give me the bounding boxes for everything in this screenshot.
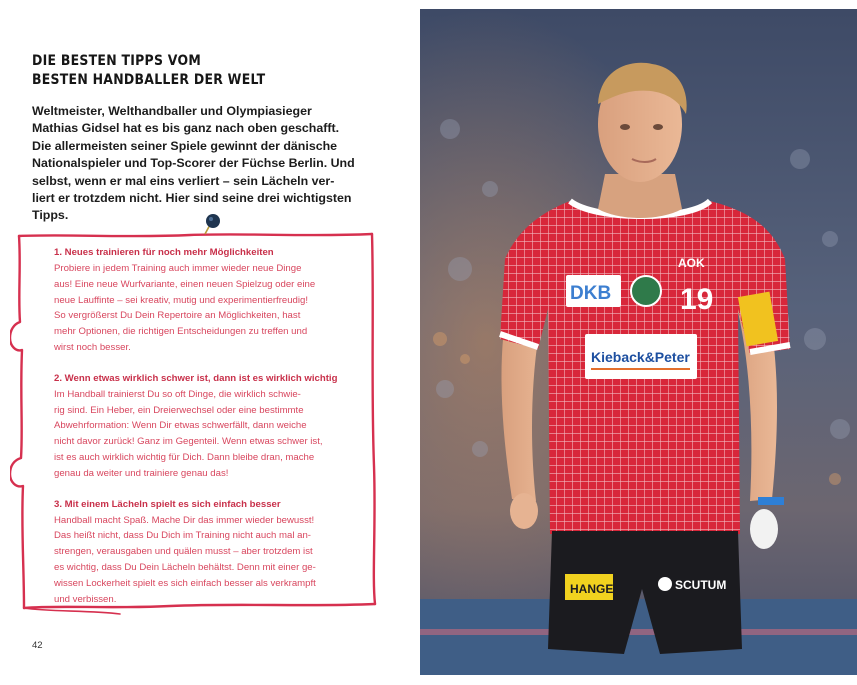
headline-line-1: DIE BESTEN TIPPS VOM: [32, 53, 202, 69]
tip-title: 3. Mit einem Lächeln spielt es sich einfach besser: [54, 498, 281, 510]
sleeve-logo-aok: AOK: [678, 256, 705, 270]
shorts-sponsor-left: HANGE: [570, 582, 614, 596]
tip-line: mehr Optionen, die richtigen Entscheidungen zu treffen und: [54, 326, 308, 338]
tip-title: 2. Wenn etwas wirklich schwer ist, dann ist es wirklich wichtig: [54, 372, 338, 384]
left-page: [0, 0, 420, 685]
tip-line: nicht davor zurück! Ganz im Gegenteil. Wenn etwas schwer ist,: [54, 436, 323, 448]
intro-line: selbst, wenn er mal eins verliert – sein Lächeln ver-: [32, 173, 335, 188]
intro-line: Nationalspieler und Top-Scorer der Füchse Berlin. Und: [32, 156, 355, 171]
tip-line: ist es auch wirklich wichtig für Dich. Dann bleibe dran, mache: [54, 451, 315, 463]
article-headline: [32, 52, 392, 90]
jersey-number: 19: [680, 283, 714, 316]
tip-line: genau da weiter und trainiere genau das!: [54, 467, 229, 479]
tip-line: Das heißt nicht, dass Du Dich im Training nicht auch mal an-: [54, 530, 312, 542]
headline-line-2: BESTEN HANDBALLER DER WELT: [32, 72, 266, 88]
tip-line: neue Lauffinte – sei kreativ, mutig und experimentierfreudig!: [54, 294, 309, 306]
intro-paragraph: [32, 103, 367, 225]
tip-line: und verbissen.: [54, 593, 117, 605]
page-number: 42: [32, 640, 43, 651]
sponsor-dkb: DKB: [570, 283, 612, 304]
tip-item: [54, 245, 354, 356]
tip-line: Im Handball trainierst Du so oft Dinge, die wirklich schwie-: [54, 388, 301, 400]
intro-line: liert er trotzdem nicht. Hier sind seine drei wichtigsten: [32, 191, 352, 206]
tip-line: Probiere in jedem Training auch immer wieder neue Dinge: [54, 263, 302, 274]
intro-line: Mathias Gidsel hat es bis ganz nach oben geschafft.: [32, 121, 340, 136]
tip-title: 1. Neues trainieren für noch mehr Möglichkeiten: [54, 247, 274, 258]
tips-list: [54, 245, 354, 622]
tip-line: strengen, verausgaben und quälen musst – aber trotzdem ist: [54, 546, 313, 558]
shorts-sponsor-right: SCUTUM: [675, 578, 727, 592]
tip-line: Handball macht Spaß. Mache Dir das immer wieder bewusst!: [54, 514, 315, 526]
tip-body: [54, 513, 354, 608]
intro-line: Die allermeisten seiner Spiele gewinnt der dänische: [32, 138, 338, 153]
tip-line: rig sind. Ein Heber, ein Dreierwechsel oder eine bestimmte: [54, 404, 304, 416]
right-page-photo: [420, 9, 857, 675]
tip-body: [54, 261, 354, 356]
player-photo: [420, 9, 857, 675]
intro-line: Tipps.: [32, 208, 69, 223]
tip-line: So vergrößerst Du Dein Repertoire an Möglichkeiten, hast: [54, 310, 301, 322]
tip-item: [54, 497, 354, 608]
sponsor-kieback-peter: Kieback&Peter: [591, 349, 690, 365]
tip-line: wirst noch besser.: [54, 341, 131, 353]
tip-line: wissen Lockerheit spielt es sich einfach besser als verkrampft: [54, 577, 316, 589]
tip-item: [54, 371, 354, 482]
tip-line: es wichtig, dass Du Dein Lächeln behältst. Denn mit einer ge-: [54, 561, 316, 573]
tip-line: aus! Eine neue Wurfvariante, einen neuen Spielzug oder eine: [54, 278, 316, 290]
intro-line: Weltmeister, Welthandballer und Olympiasieger: [32, 104, 312, 118]
tip-line: Abwehrformation: Wenn Dir etwas schwerfällt, dann weiche: [54, 420, 307, 432]
pin-icon: [196, 210, 226, 240]
tip-body: [54, 387, 354, 482]
